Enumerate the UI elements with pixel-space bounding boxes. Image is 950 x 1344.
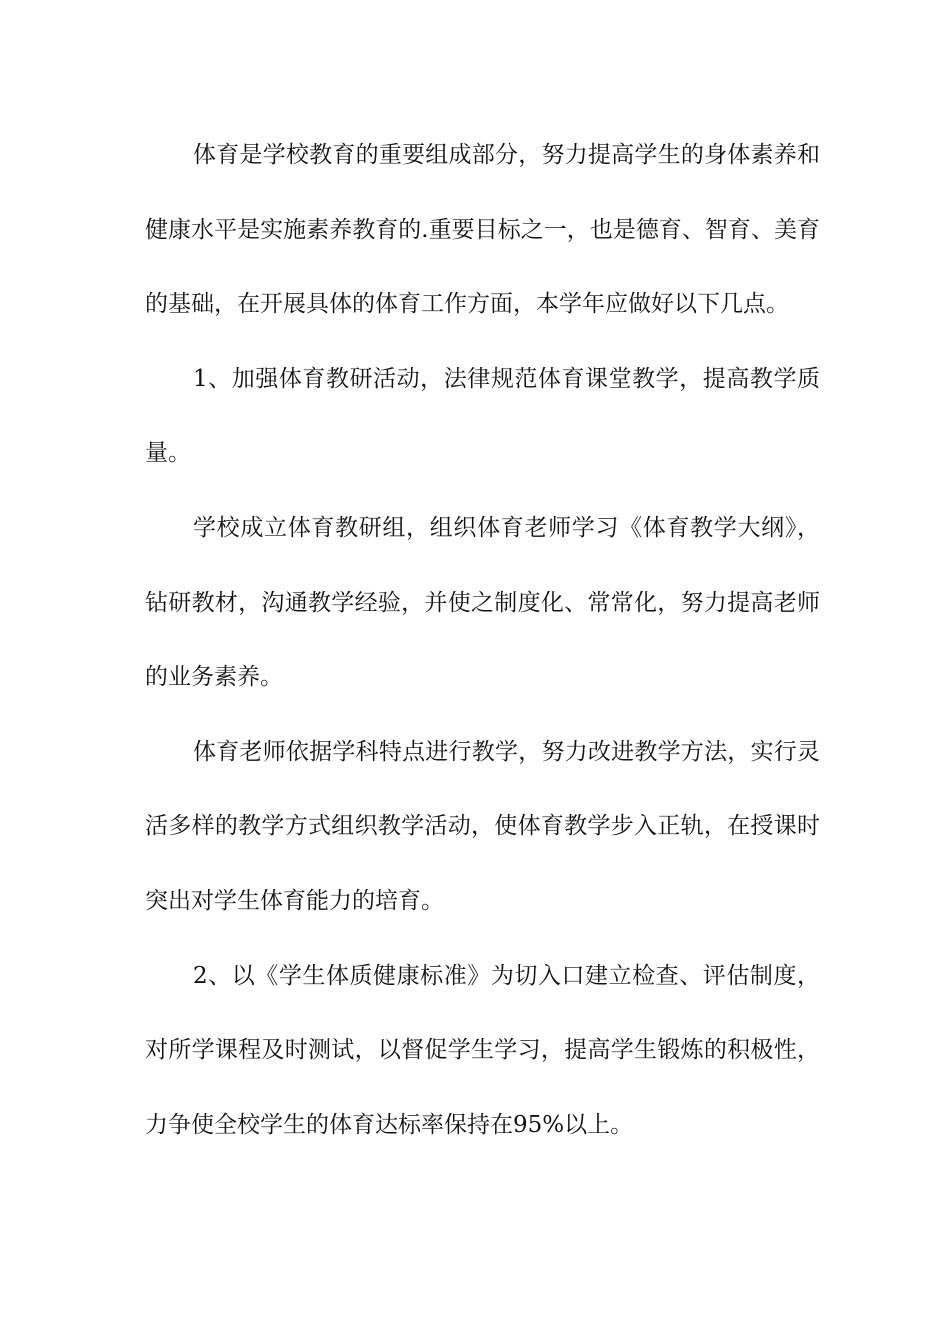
paragraph-teaching-methods: 体育老师依据学科特点进行教学，努力改进教学方法，实行灵活多样的教学方式组织教学活动，使体育教学步入正轨，在授课时突出对学生体育能力的培育。	[145, 738, 820, 914]
paragraph-intro: 体育是学校教育的重要组成部分，努力提高学生的身体素养和健康水平是实施素养教育的.重要目标之一，也是德育、智育、美育的基础，在开展具体的体育工作方面，本学年应做好以下几点。	[145, 142, 820, 318]
paragraph-item-2-heading: 2、以《学生体质健康标准》为切入口建立检查、评估制度，对所学课程及时测试，以督促学生学习，提高学生锻炼的积极性，力争使全校学生的体育达标率保持在95%以上。	[145, 962, 820, 1138]
document-body	[145, 118, 820, 1162]
paragraph-teaching-group: 学校成立体育教研组，组织体育老师学习《体育教学大纲》，钻研教材，沟通教学经验，并使之制度化、常常化，努力提高老师的业务素养。	[145, 514, 820, 691]
paragraph-item-1-heading: 1、加强体育教研活动，法律规范体育课堂教学，提高教学质量。	[145, 365, 820, 467]
